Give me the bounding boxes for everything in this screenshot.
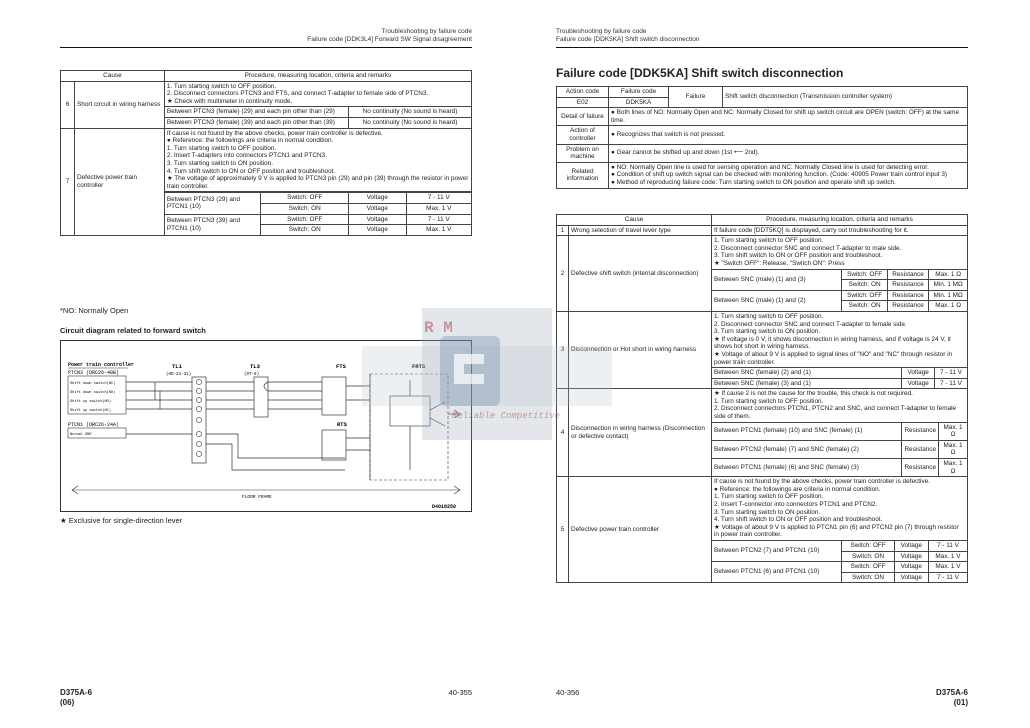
left-footer-model: D375A-6 (06)	[60, 688, 93, 707]
cause-7-label: Defective power train controller	[75, 128, 165, 235]
right-running-header: Troubleshooting by failure code Failure code [DDK5KA] Shift switch disconnection	[556, 28, 700, 43]
exclusive-note: ★ Exclusive for single-direction lever	[60, 516, 183, 525]
right-page	[556, 0, 968, 728]
circuit-title: Circuit diagram related to forward switch	[60, 326, 206, 335]
header-rule	[556, 47, 968, 48]
svg-text:FLOOR FRAME: FLOOR FRAME	[242, 495, 272, 500]
right-cause-table: Cause Procedure, measuring location, criteria and remarks 1 Wrong selection of travel lever type If failure code [DDT5KQ] is displayed, carry out troubleshooting for it. 2 Defective shift switch (internal disconnection) 1. Turn starting switch to OFF position. 2. Disconnect connector SNC and connect T-adapter to male side. 3. Turn shift switch to ON or OFF position and troubleshoot. ★ "Switch OFF": Release, "Switch ON": Press Between SNC (male) (1) and (3) Switch: OFF Resistance Max. 1 Ω Switch: ON Resistance Min. 1 MΩ Between SNC (male) (1) and (2) Switch: OFF Resistance Min. 1 MΩ Switch: ON Resistance Max. 1 Ω 3 Disconnection or Hot short in wiring harness 1. Turn starting switch to OFF position. 2. Disconnect connector SNC and connect T-adapter to female side. 3. Turn starting switch to ON position. ★ If voltage is 0 V, it shows disconnection in wiring harness, and if voltage is 24 V, it shows hot short in wiring harness. ★ Voltage of about 9 V is applied to signal lines of "NO" and "NC" through resistor in power train controller. Between SNC (female) (2) and (1) Voltage 7 - 11 V Between SNC (female) (3) and (1) Voltage 7 - 11 V 4 Disconnection in wiring harness (Disconnection or defective contact) ★ If cause 2 is not the cause for the trouble, this check is not required. 1. Turn starting switch to OFF position. 2. Disconnect connectors PTCN1, PTCN2 and SNC, and connect T-adapter to female side of them. Between PTCN1 (female) (10) and SNC (female) (1) Resistance Max. 1 Ω Between PTCN2 (female) (7) and SNC (female) (2) Resistance Max. 1 Ω Between PTCN1 (female) (6) and SNC (female) (3) Resistance Max. 1 Ω 5 Defective power train controller If cause is not found by the above checks, power train controller is defective. ● Reference: the followings are criteria in normal condition. 1. Turn starting switch to OFF position. 2. Insert T-connector into connectors PTCN1 and PTCN2. 3. Turn starting switch to ON position. 4. Turn shift switch to ON or OFF position and troubleshoot. ★ Voltage of about 9 V is applied to PTCN1 pin (6) and PTCN2 pin (7) through resistor in power train controller. Between PTCN2 (7) and PTCN1 (10) Switch: OFF Voltage 7 - 11 V Switch: ON Voltage Max. 1 V Between PTCN1 (6) and PTCN1 (10) Switch: OFF Voltage Max. 1 V Switch: ON Voltage 7 - 11 V	[556, 214, 968, 583]
svg-text:FTS: FTS	[336, 363, 346, 370]
svg-text:D4018250: D4018250	[432, 504, 457, 510]
watermark-logo	[362, 306, 612, 446]
svg-text:TL1: TL1	[172, 363, 182, 370]
svg-text:(HD-24-31): (HD-24-31)	[166, 373, 192, 377]
cause-6-label: Short circuit in wiring harness	[75, 81, 165, 128]
left-cause-table: Cause Procedure, measuring location, criteria and remarks 6 Short circuit in wiring harness 1. Turn starting switch to OFF position. 2. Disconnect connectors PTCN3 and FTS, and connect T-adapter to female side of PTCN3. ★ Check with multimeter in continuity mode. Between PTCN3 (female) (29) and each pin other than (29) No continuity (No sound is heard) Between PTCN3 (female) (39) and each pin other than (39) No continuity (No sound is heard) 7 Defective power train controller If cause is not found by the above checks, power train controller is defective. ● Reference: the followings are criteria in normal condition. 1. Turn starting switch to OFF position. 2. Insert T-adapters into connectors PTCN1 and PTCN3. 3. Turn starting switch to ON position. 4. Turn shift switch to ON or OFF position and troubleshoot. ★ The voltage of approximately 9 V is applied to PTCN3 pin (29) and pin (39) through the resistor in power train controller. Between PTCN3 (29) and PTCN1 (10) Switch: OFF Voltage 7 - 11 V Switch: ON Voltage Max. 1 V Between PTCN3 (39) and PTCN1 (10) Switch: OFF Voltage 7 - 11 V Switch: ON Voltage Max. 1 V	[60, 70, 472, 236]
svg-text:PTCN1 (DRC26-24A): PTCN1 (DRC26-24A)	[68, 422, 120, 428]
left-running-header: Troubleshooting by failure code Failure code [DDK3L4] Forward SW Signal disagreement	[307, 28, 472, 43]
diagram-ptc-title: Power train controller	[68, 362, 135, 368]
failure-info-table: Action code Failure code Failure Shift switch disconnection (Transmission controller system) E02 DDK5KA Detail of failure ● Both lines of NO: Normally Open and NC: Normally Closed for shift up switch circuit are OPEN (switch: OFF) at the same time. Action of controller ● Recognizes that switch is not pressed. Problem on machine ● Gear cannot be shifted up and down (1st ⟵ 2nd). Related information ● NO: Normally Open line is used for sensing operation and NC: Normally Closed line is used for detecting error. ● Condition of shift up switch signal can be checked with monitoring function. (Code: 40905 Power train control input 3) ● Method of reproducing failure code: Turn starting switch to ON position and operate shift up switch.	[556, 86, 968, 189]
watermark-letters: R M	[424, 319, 453, 337]
svg-text:Shift up switch(NO): Shift up switch(NO)	[70, 400, 111, 404]
left-page-number: 40-355	[448, 688, 472, 697]
header-rule	[60, 47, 472, 48]
svg-text:FRTS: FRTS	[412, 363, 426, 370]
page-title: Failure code [DDK5KA] Shift switch disconnection	[556, 66, 844, 80]
watermark-tagline: Reliable Competitive	[452, 411, 561, 421]
right-page-number: 40-356	[556, 688, 580, 697]
svg-text:Shift down switch(NO): Shift down switch(NO)	[70, 391, 116, 395]
no-note: *NO: Normally Open	[60, 306, 129, 315]
svg-text:RTS: RTS	[337, 421, 347, 428]
svg-text:(DT-6): (DT-6)	[244, 373, 260, 377]
right-footer-model: D375A-6 (01)	[935, 688, 968, 707]
svg-text:Shift up switch(NC): Shift up switch(NC)	[70, 409, 111, 413]
svg-text:TL3: TL3	[250, 363, 260, 370]
svg-text:PTCN3 (DRC26-40B): PTCN3 (DRC26-40B)	[68, 370, 120, 376]
measurement-table: Between PTCN3 (29) and PTCN1 (10) Switch: OFF Voltage 7 - 11 V Switch: ON Voltage Max. 1 V Between PTCN3 (39) and PTCN1 (10) Switch: OFF Voltage 7 - 11 V Switch: ON Voltage Max. 1 V	[165, 192, 471, 234]
svg-text:Normal GND: Normal GND	[70, 433, 92, 437]
svg-text:Shift down switch(NC): Shift down switch(NC)	[70, 382, 116, 386]
